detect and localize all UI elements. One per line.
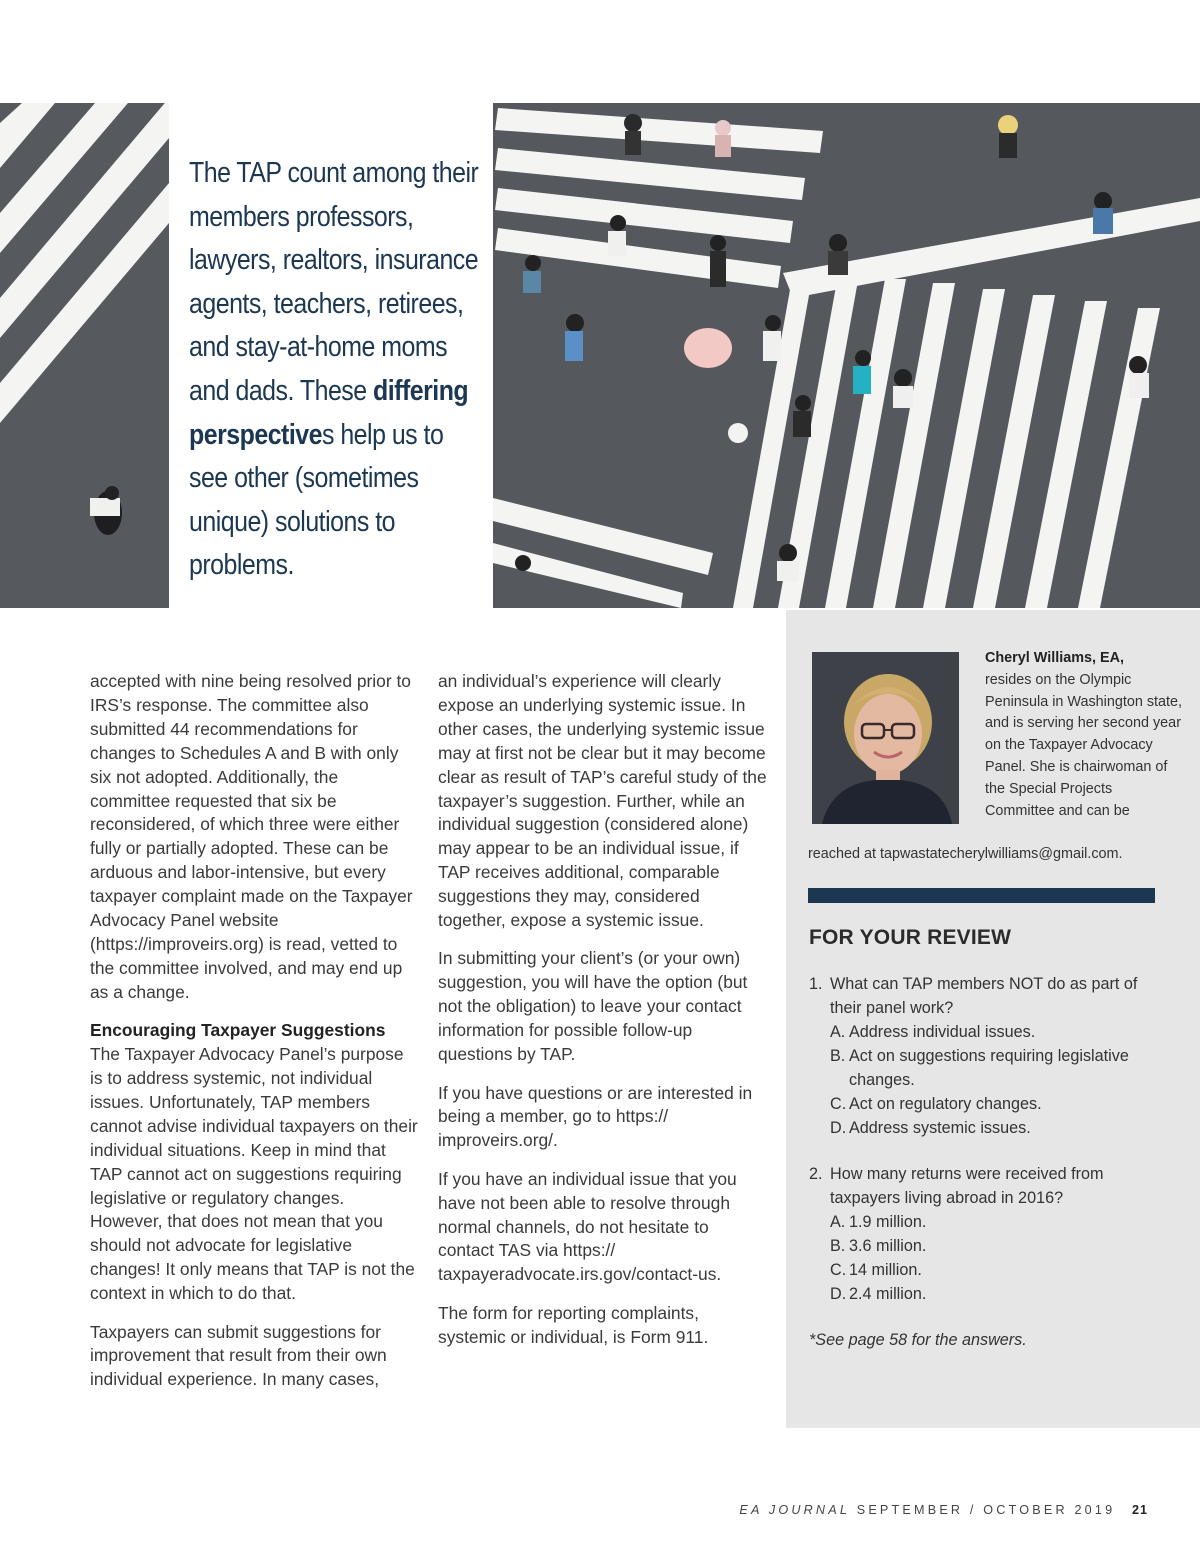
option-letter: A. — [830, 1023, 846, 1041]
page-number: 21 — [1131, 1503, 1148, 1517]
author-bio-text: resides on the Olympic Peninsula in Washington state, and is serving her second year on the Taxpayer Advocacy Panel. She is chairwoman of the Special Projects Committee and can be — [985, 671, 1183, 819]
paragraph: If you have questions or are interested in being a member, go to https:// improveirs.org/. — [438, 1082, 753, 1151]
issue-date: SEPTEMBER / OCTOBER 2019 — [856, 1503, 1116, 1517]
author-name: Cheryl Williams, EA, — [985, 650, 1125, 666]
option-letter: C. — [830, 1095, 847, 1113]
crosswalk-photo-right — [493, 103, 1200, 608]
divider-bar — [808, 888, 1155, 903]
review-quiz — [809, 972, 1169, 1352]
subheading: Encouraging Taxpayer Suggestions — [90, 1020, 386, 1041]
option-letter: D. — [830, 1285, 847, 1303]
option-letter: B. — [830, 1047, 846, 1065]
paragraph: accepted with nine being resolved prior to IRS’s response. The committee also submitted 44 recommendations for changes to Schedules A and B with only six not adopted. Additionally, the committee requested that six be reconsidered, of which three were either fully or partially adopted. These can be arduous and labor-intensive, but every taxpayer complaint made on the Taxpayer Advocacy Panel website (https://improveirs.org) is read, vetted to the committee involved, and may end up as a change. — [90, 671, 413, 1002]
question-number: 2. — [809, 1165, 823, 1183]
page-footer — [739, 1503, 1148, 1517]
review-title: FOR YOUR REVIEW — [809, 926, 1012, 949]
question-text: How many returns were received from taxpayers living abroad in 2016? — [830, 1165, 1104, 1207]
crosswalk-illustration-right — [493, 103, 1200, 608]
answer-option — [809, 1116, 1169, 1140]
answer-option — [809, 1258, 1169, 1282]
sidebar — [786, 610, 1200, 1428]
option-letter: C. — [830, 1261, 847, 1279]
option-text: Address systemic issues. — [849, 1119, 1031, 1137]
paragraph: If you have an individual issue that you have not been able to resolve through normal channels, do not hesitate to contact TAS via https:// taxpayeradvocate.irs.gov/contact-us. — [438, 1168, 737, 1285]
author-portrait — [812, 652, 959, 824]
section-block — [90, 1019, 420, 1306]
journal-name: EA JOURNAL — [739, 1503, 851, 1517]
option-letter: B. — [830, 1237, 846, 1255]
article-column-1 — [90, 670, 420, 1407]
crosswalk-illustration-left — [0, 103, 169, 608]
spacer — [809, 1140, 1169, 1162]
option-letter: A. — [830, 1213, 846, 1231]
answer-option — [809, 1234, 1169, 1258]
paragraph: In submitting your client’s (or your own) suggestion, you will have the option (but not the obligation) to leave your contact information for possible follow-up questions by TAP. — [438, 948, 748, 1065]
pull-quote — [189, 152, 481, 588]
question-1 — [809, 972, 1169, 1020]
answer-option — [809, 1044, 1169, 1092]
paragraph: Taxpayers can submit suggestions for improvement that result from their own individual experience. In many cases, — [90, 1321, 387, 1390]
question-text: What can TAP members NOT do as part of their panel work? — [830, 975, 1138, 1017]
answer-option — [809, 1210, 1169, 1234]
author-bio — [985, 648, 1185, 822]
option-text: 14 million. — [849, 1261, 922, 1279]
pull-quote-text-end: s help us to see other (sometimes unique) solutions to problems. — [189, 418, 444, 582]
answer-option — [809, 1020, 1169, 1044]
question-number: 1. — [809, 975, 823, 993]
option-text: 2.4 million. — [849, 1285, 927, 1303]
question-2 — [809, 1162, 1169, 1210]
option-text: Address individual issues. — [849, 1023, 1036, 1041]
option-text: 3.6 million. — [849, 1237, 927, 1255]
paragraph: The form for reporting complaints, systemic or individual, is Form 911. — [438, 1302, 709, 1347]
option-text: Act on regulatory changes. — [849, 1095, 1042, 1113]
option-text: 1.9 million. — [849, 1213, 927, 1231]
answer-option — [809, 1282, 1169, 1306]
crosswalk-photo-left — [0, 103, 169, 608]
pull-quote-bold: differing perspective — [189, 374, 469, 451]
author-photo — [812, 652, 959, 824]
paragraph: an individual’s experience will clearly expose an underlying systemic issue. In other cases, the underlying systemic issue may at first not be clear but it may become clear as result of TAP’s careful study of the taxpayer’s suggestion. Further, while an individual suggestion (considered alone) may appear to be an individual issue, if TAP receives additional, comparable suggestions they may, considered together, expose a systemic issue. — [438, 671, 767, 931]
pull-quote-text-start: The TAP count among their members professors, lawyers, realtors, insurance agents, teachers, retirees, and stay-at-home moms and dads. These — [189, 157, 479, 407]
author-contact: reached at tapwastatecherylwilliams@gmail.com. — [808, 846, 1123, 862]
answers-note: *See page 58 for the answers. — [809, 1331, 1027, 1349]
article-column-2 — [438, 670, 768, 1364]
option-letter: D. — [830, 1119, 847, 1137]
option-text: Act on suggestions requiring legislative changes. — [849, 1047, 1129, 1089]
paragraph: The Taxpayer Advocacy Panel’s purpose is to address systemic, not individual issues. Unfortunately, TAP members cannot advise individual taxpayers on their individual situations. Keep in mind that TAP cannot act on suggestions requiring legislative or regulatory changes. However, that does not mean that you should not advocate for legislative changes! It only means that TAP is not the context in which to do that. — [90, 1044, 418, 1304]
answer-option — [809, 1092, 1169, 1116]
